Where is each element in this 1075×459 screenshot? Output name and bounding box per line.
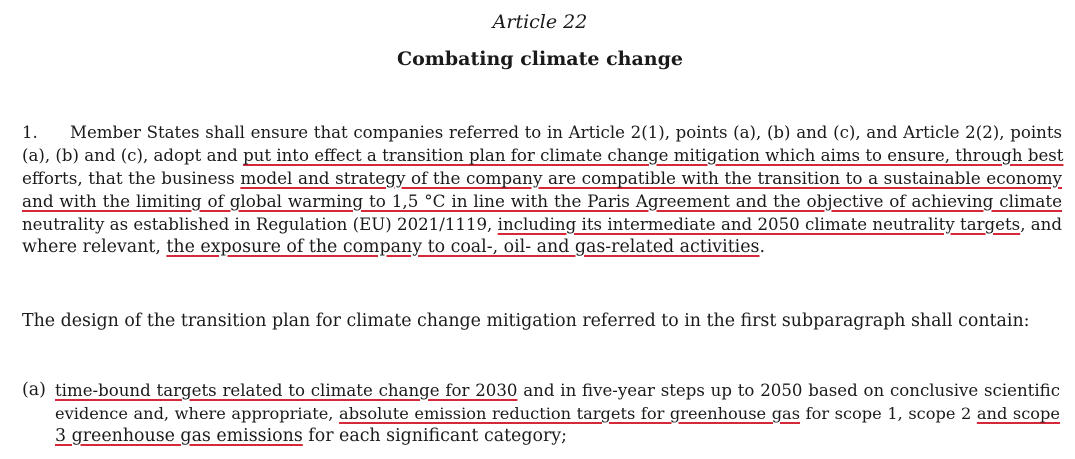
text-run: Member States shall ensure that companies referred to in Article 2(1), points (a), (b) and (c), and Article 2(2), points: [70, 123, 1062, 142]
paragraph-1-line-4: [22, 190, 1062, 213]
paragraph-1-line-1: [22, 121, 1062, 144]
item-a-line-2: [55, 402, 1060, 425]
article-number: Article 22: [492, 11, 588, 33]
text-run: efforts, that the business: [22, 168, 235, 188]
item-a-line-3: [55, 425, 1060, 448]
paragraph-1-line-2: [22, 144, 1062, 167]
text-run: neutrality as established in Regulation (EU) 2021/1119,: [22, 215, 493, 234]
highlighted-text: and scope: [976, 404, 1060, 423]
paragraph-1-line-6: [22, 236, 1062, 259]
highlighted-text: including its intermediate and 2050 climate neutrality targets: [497, 215, 1021, 234]
text-run: evidence and, where appropriate,: [55, 404, 334, 423]
text-run: for each significant category;: [308, 426, 567, 446]
paragraph-number: 1.: [22, 123, 38, 142]
paragraph-1-line-5: [22, 213, 1062, 236]
text-run: , and: [1020, 215, 1062, 234]
highlighted-text: put into effect a transition plan for climate change mitigation which aims to ensure, through best: [243, 146, 1064, 165]
paragraph-2: The design of the transition plan for climate change mitigation referred to in the first subparagraph shall contain:: [22, 311, 1030, 331]
item-a-line-1: [55, 379, 1060, 402]
highlighted-text: model and strategy of the company are compatible with the transition to a sustainable economy: [240, 168, 1062, 188]
highlighted-text: 3 greenhouse gas emissions: [55, 426, 303, 446]
article-title: Combating climate change: [397, 48, 683, 70]
item-a-label: (a): [22, 380, 46, 400]
highlighted-text: the exposure of the company to coal-, oil- and gas-related activities: [166, 237, 760, 257]
highlighted-text: and with the limiting of global warming to 1,5 °C in line with the Paris Agreement and the objective of achieving climate: [22, 191, 1062, 211]
text-run: (a), (b) and (c), adopt and: [22, 146, 238, 165]
text-run: .: [759, 237, 765, 257]
highlighted-text: time-bound targets related to climate change for 2030: [55, 381, 518, 400]
text-run: and in five-year steps up to 2050 based on conclusive scientific: [523, 381, 1060, 400]
text-run: where relevant,: [22, 237, 161, 257]
text-run: for scope 1, scope 2: [805, 404, 972, 423]
highlighted-text: absolute emission reduction targets for greenhouse gas: [339, 404, 801, 423]
paragraph-1-line-3: [22, 167, 1062, 190]
